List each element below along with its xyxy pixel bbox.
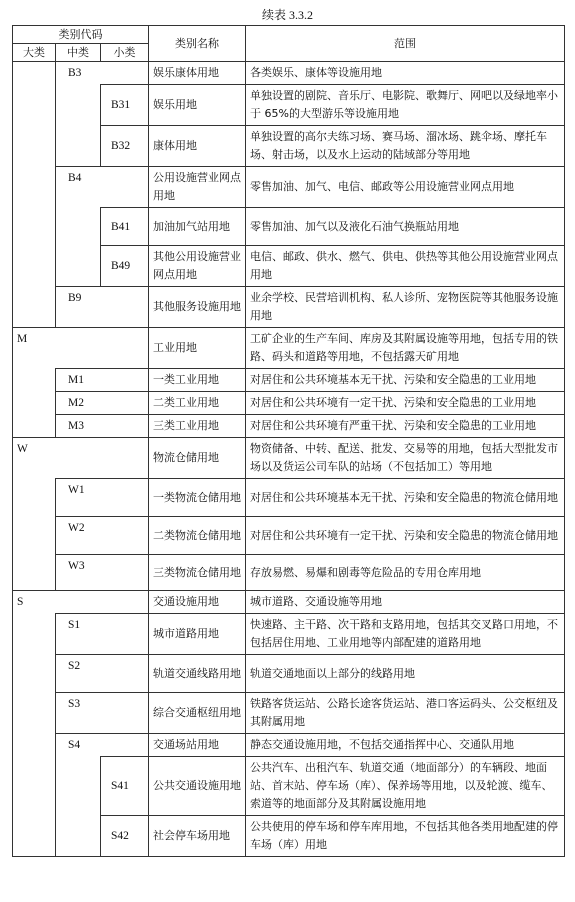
major-code-cell: [13, 479, 56, 517]
minor-code-cell: B49: [101, 246, 149, 287]
category-name-cell: 其他公用设施营业网点用地: [149, 246, 246, 287]
medium-code-cell: S1: [56, 614, 149, 655]
table-row: [13, 287, 565, 328]
category-name-cell: 工业用地: [149, 328, 246, 369]
category-name-cell: 二类物流仓储用地: [149, 517, 246, 555]
medium-code-cell: W1: [56, 479, 149, 517]
major-code-cell: [13, 167, 56, 208]
table-row: [13, 555, 565, 591]
header-minor: 小类: [101, 44, 149, 62]
major-code-cell: [13, 517, 56, 555]
category-name-cell: 加油加气站用地: [149, 208, 246, 246]
category-name-cell: 一类物流仓储用地: [149, 479, 246, 517]
header-medium: 中类: [56, 44, 101, 62]
table-row: [13, 816, 565, 857]
major-code-cell: [13, 614, 56, 655]
major-code-cell: [13, 693, 56, 734]
scope-cell: 单独设置的高尔夫练习场、赛马场、溜冰场、跳伞场、摩托车场、射击场，以及水上运动的陆域部分等用地: [246, 126, 565, 167]
table-row: [13, 85, 565, 126]
medium-code-cell: W3: [56, 555, 149, 591]
minor-code-cell: B31: [101, 85, 149, 126]
scope-cell: 对居住和公共环境有严重干扰、污染和安全隐患的工业用地: [246, 415, 565, 438]
major-code-cell: W: [13, 438, 149, 479]
table-row: [13, 392, 565, 415]
scope-cell: 对居住和公共环境基本无干扰、污染和安全隐患的工业用地: [246, 369, 565, 392]
category-name-cell: 公用设施营业网点用地: [149, 167, 246, 208]
category-name-cell: 二类工业用地: [149, 392, 246, 415]
category-name-cell: 其他服务设施用地: [149, 287, 246, 328]
table-body: [13, 62, 565, 857]
category-name-cell: 一类工业用地: [149, 369, 246, 392]
major-code-cell: [13, 816, 56, 857]
category-name-cell: 轨道交通线路用地: [149, 655, 246, 693]
minor-code-cell: B41: [101, 208, 149, 246]
category-name-cell: 娱乐用地: [149, 85, 246, 126]
minor-code-cell: B32: [101, 126, 149, 167]
category-name-cell: 综合交通枢纽用地: [149, 693, 246, 734]
land-use-table: [12, 25, 565, 857]
table-row: [13, 246, 565, 287]
category-name-cell: 城市道路用地: [149, 614, 246, 655]
table-title: 续表 3.3.2: [261, 8, 313, 22]
category-name-cell: 物流仓储用地: [149, 438, 246, 479]
major-code-cell: [13, 62, 56, 85]
scope-cell: 物资储备、中转、配送、批发、交易等的用地，包括大型批发市场以及货运公司车队的站场（不包括加工）等用地: [246, 438, 565, 479]
table-row: [13, 591, 565, 614]
table-row: [13, 328, 565, 369]
medium-code-cell: [56, 126, 101, 167]
major-code-cell: [13, 734, 56, 757]
scope-cell: 业余学校、民营培训机构、私人诊所、宠物医院等其他服务设施用地: [246, 287, 565, 328]
medium-code-cell: [56, 246, 101, 287]
major-code-cell: S: [13, 591, 149, 614]
scope-cell: 轨道交通地面以上部分的线路用地: [246, 655, 565, 693]
table-row: [13, 167, 565, 208]
category-name-cell: 三类工业用地: [149, 415, 246, 438]
major-code-cell: [13, 369, 56, 392]
header-scope: 范围: [246, 26, 565, 62]
category-name-cell: 娱乐康体用地: [149, 62, 246, 85]
medium-code-cell: [56, 85, 101, 126]
major-code-cell: [13, 85, 56, 126]
table-row: [13, 757, 565, 816]
major-code-cell: [13, 126, 56, 167]
minor-code-cell: S41: [101, 757, 149, 816]
category-name-cell: 交通设施用地: [149, 591, 246, 614]
scope-cell: 公共汽车、出租汽车、轨道交通（地面部分）的车辆段、地面站、首末站、停车场（库）、保养场等用地，以及轮渡、缆车、索道等的地面部分及其附属设施用地: [246, 757, 565, 816]
category-name-cell: 三类物流仓储用地: [149, 555, 246, 591]
major-code-cell: [13, 246, 56, 287]
medium-code-cell: W2: [56, 517, 149, 555]
medium-code-cell: M1: [56, 369, 149, 392]
category-name-cell: 交通场站用地: [149, 734, 246, 757]
scope-cell: 工矿企业的生产车间、库房及其附属设施等用地，包括专用的铁路、码头和道路等用地，不包括露天矿用地: [246, 328, 565, 369]
scope-cell: 电信、邮政、供水、燃气、供电、供热等其他公用设施营业网点用地: [246, 246, 565, 287]
minor-code-cell: S42: [101, 816, 149, 857]
scope-cell: 公共使用的停车场和停车库用地，不包括其他各类用地配建的停车场（库）用地: [246, 816, 565, 857]
scope-cell: 对居住和公共环境基本无干扰、污染和安全隐患的物流仓储用地: [246, 479, 565, 517]
medium-code-cell: B3: [56, 62, 149, 85]
table-row: [13, 614, 565, 655]
major-code-cell: [13, 555, 56, 591]
medium-code-cell: B9: [56, 287, 149, 328]
medium-code-cell: S4: [56, 734, 149, 757]
major-code-cell: [13, 415, 56, 438]
scope-cell: 存放易燃、易爆和剧毒等危险品的专用仓库用地: [246, 555, 565, 591]
medium-code-cell: M2: [56, 392, 149, 415]
scope-cell: 静态交通设施用地，不包括交通指挥中心、交通队用地: [246, 734, 565, 757]
table-row: [13, 734, 565, 757]
header-major: 大类: [13, 44, 56, 62]
medium-code-cell: S2: [56, 655, 149, 693]
medium-code-cell: [56, 757, 101, 816]
table-row: [13, 369, 565, 392]
scope-cell: 各类娱乐、康体等设施用地: [246, 62, 565, 85]
major-code-cell: [13, 655, 56, 693]
medium-code-cell: B4: [56, 167, 149, 208]
major-code-cell: [13, 208, 56, 246]
table-row: [13, 415, 565, 438]
table-row: [13, 655, 565, 693]
scope-cell: 对居住和公共环境有一定干扰、污染和安全隐患的物流仓储用地: [246, 517, 565, 555]
scope-cell: 对居住和公共环境有一定干扰、污染和安全隐患的工业用地: [246, 392, 565, 415]
category-name-cell: 康体用地: [149, 126, 246, 167]
scope-cell: 零售加油、加气以及液化石油气换瓶站用地: [246, 208, 565, 246]
table-row: [13, 479, 565, 517]
header-code-group: 类别代码: [13, 26, 149, 44]
table-row: [13, 517, 565, 555]
scope-cell: 单独设置的剧院、音乐厅、电影院、歌舞厅、网吧以及绿地率小于 65%的大型游乐等设施用地: [246, 85, 565, 126]
table-row: [13, 126, 565, 167]
table-row: [13, 438, 565, 479]
major-code-cell: M: [13, 328, 149, 369]
scope-cell: 城市道路、交通设施等用地: [246, 591, 565, 614]
medium-code-cell: [56, 208, 101, 246]
scope-cell: 铁路客货运站、公路长途客货运站、港口客运码头、公交枢纽及其附属用地: [246, 693, 565, 734]
medium-code-cell: M3: [56, 415, 149, 438]
scope-cell: 零售加油、加气、电信、邮政等公用设施营业网点用地: [246, 167, 565, 208]
medium-code-cell: S3: [56, 693, 149, 734]
header-name: 类别名称: [149, 26, 246, 62]
category-name-cell: 社会停车场用地: [149, 816, 246, 857]
medium-code-cell: [56, 816, 101, 857]
table-row: [13, 693, 565, 734]
table-row: [13, 62, 565, 85]
scope-cell: 快速路、主干路、次干路和支路用地，包括其交叉路口用地，不包括居住用地、工业用地等内部配建的道路用地: [246, 614, 565, 655]
major-code-cell: [13, 757, 56, 816]
category-name-cell: 公共交通设施用地: [149, 757, 246, 816]
table-row: [13, 208, 565, 246]
major-code-cell: [13, 287, 56, 328]
major-code-cell: [13, 392, 56, 415]
